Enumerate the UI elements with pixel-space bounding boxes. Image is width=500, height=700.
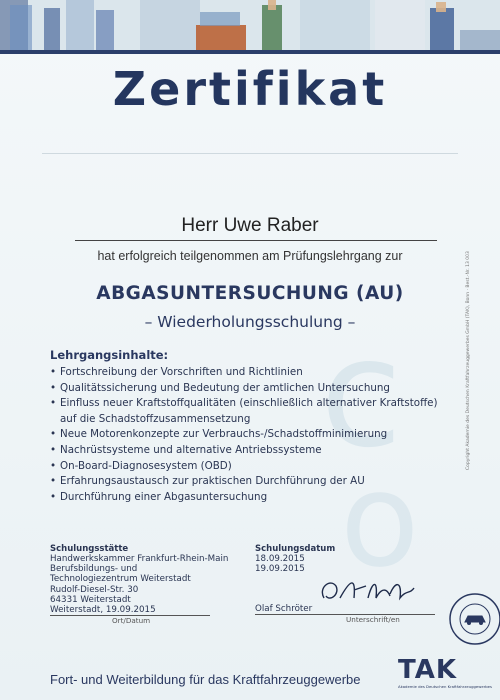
guild-seal — [448, 592, 500, 646]
certificate-title: Zertifikat — [112, 62, 388, 116]
list-item: • Qualitätssicherung und Bedeutung der amtlichen Untersuchung — [48, 381, 448, 397]
dates-label: Schulungsdatum — [255, 544, 336, 554]
date-value: 19.09.2015 — [255, 564, 305, 574]
course-subtitle: – Wiederholungsschulung – — [144, 313, 356, 331]
venue-line: Berufsbildungs- und — [50, 564, 138, 574]
venue-line: Rudolf-Diesel-Str. 30 — [50, 585, 139, 595]
tak-logo: TAK — [398, 655, 457, 685]
venue-label: Schulungsstätte — [50, 544, 129, 554]
venue-line: Handwerkskammer Frankfurt-Rhein-Main — [50, 554, 229, 564]
svg-text:o: o — [340, 444, 420, 595]
header-rule — [0, 50, 500, 54]
date-value: 18.09.2015 — [255, 554, 305, 564]
recipient-underline — [75, 240, 437, 241]
signature-caption: Unterschrift/en — [346, 615, 400, 624]
handwritten-signature — [316, 568, 416, 610]
participation-text: hat erfolgreich teilgenommen am Prüfungslehrgang zur — [97, 249, 403, 263]
tak-logo-subtitle: Akademie des Deutschen Kraftfahrzeuggewerbes — [398, 684, 492, 689]
list-item: • Nachrüstsysteme und alternative Antriebssysteme — [48, 443, 448, 459]
venue-line: Technologiezentrum Weiterstadt — [50, 574, 191, 584]
list-item: • On-Board-Diagnosesystem (OBD) — [48, 459, 448, 475]
list-item: • Durchführung einer Abgasuntersuchung — [48, 490, 448, 506]
place-date-caption: Ort/Datum — [112, 616, 151, 625]
course-title: ABGASUNTERSUCHUNG (AU) — [96, 283, 404, 304]
contents-list — [48, 365, 448, 505]
list-item: • Fortschreibung der Vorschriften und Richtlinien — [48, 365, 448, 381]
signatory-name: Olaf Schröter — [255, 604, 313, 614]
signature-underline — [255, 614, 435, 615]
contents-heading: Lehrgangsinhalte: — [50, 348, 169, 362]
header-illustration — [0, 0, 500, 50]
list-item: • Erfahrungsaustausch zur praktischen Durchführung der AU — [48, 474, 448, 490]
copyright-note: Copyright Akademie des Deutschen Kraftfahrzeuggewerbes GmbH (TAK), Bonn · Best.-Nr. 13 003 — [466, 251, 471, 470]
title-separator — [42, 153, 458, 154]
venue-line: 64331 Weiterstadt — [50, 595, 131, 605]
list-item: • Einfluss neuer Kraftstoffqualitäten (einschließlich alternativer Kraftstoffe) auf die Schadstoffzusammensetzung — [48, 396, 448, 427]
footer-text: Fort- und Weiterbildung für das Kraftfahrzeuggewerbe — [50, 672, 361, 687]
list-item: • Neue Motorenkonzepte zur Verbrauchs-/Schadstoffminimierung — [48, 427, 448, 443]
place-date: Weiterstadt, 19.09.2015 — [50, 605, 156, 615]
svg-text:c: c — [320, 315, 403, 481]
recipient-name: Herr Uwe Raber — [181, 215, 319, 236]
